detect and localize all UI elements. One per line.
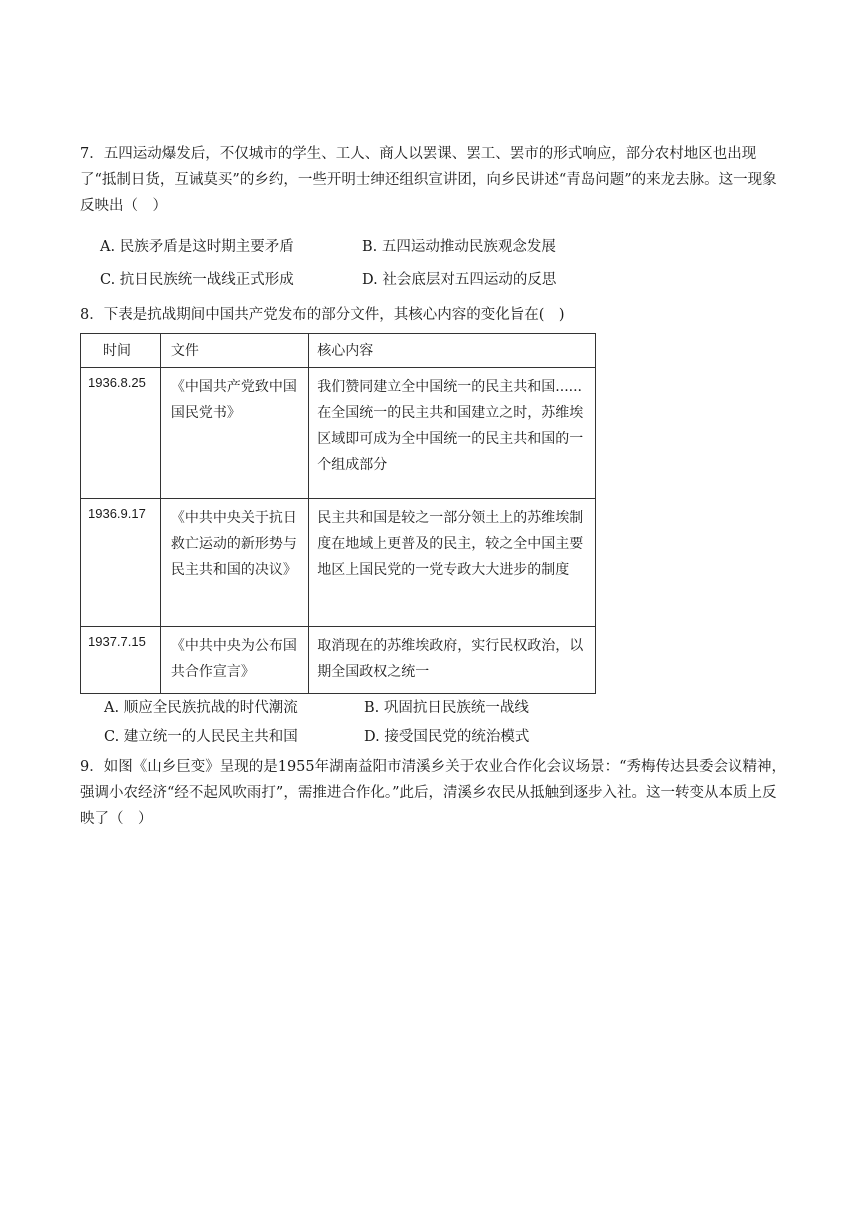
table-header-row: [81, 334, 596, 368]
question-8: [80, 302, 788, 328]
table-row: [81, 368, 596, 499]
q7-option-c[interactable]: C. 抗日民族统一战线正式形成: [100, 272, 294, 288]
row-core-content: 取消现在的苏维埃政府，实行民权政治，以期全国政权之统一: [317, 638, 584, 680]
q8-option-d[interactable]: D. 接受国民党的统治模式: [364, 729, 530, 745]
documents-table: [80, 333, 596, 694]
row-date: 1936.8.25: [88, 375, 146, 390]
row-document: 《中共中央为公布国共合作宣言》: [170, 638, 297, 680]
table-row: [81, 627, 596, 694]
q7-option-a[interactable]: A. 民族矛盾是这时期主要矛盾: [100, 239, 294, 255]
header-time: 时间: [103, 343, 131, 359]
q8-option-c[interactable]: C. 建立统一的人民民主共和国: [104, 729, 298, 745]
table-row: [81, 499, 596, 627]
q7-option-d[interactable]: D. 社会底层对五四运动的反思: [362, 272, 557, 288]
question-9: [80, 754, 788, 832]
q7-option-b[interactable]: B. 五四运动推动民族观念发展: [362, 239, 556, 255]
row-date: 1936.9.17: [88, 506, 146, 521]
row-document: 《中国共产党致中国国民党书》: [170, 379, 297, 421]
question-9-stem: 9．如图《山乡巨变》呈现的是1955年湖南益阳市清溪乡关于农业合作化会议场景：“秀梅传达县委会议精神，强调小农经济“经不起风吹雨打”，需推进合作化。”此后，清溪乡农民从抵触到逐步入社。这一转变从本质上反映了（ ）: [80, 759, 787, 827]
row-core-content: 民主共和国是较之一部分领土上的苏维埃制度在地域上更普及的民主，较之全中国主要地区上国民党的一党专政大大进步的制度: [317, 510, 584, 578]
row-core-content: 我们赞同建立全中国统一的民主共和国......在全国统一的民主共和国建立之时，苏维埃区域即可成为全中国统一的民主共和国的一个组成部分: [317, 379, 584, 473]
header-core-content: 核心内容: [317, 343, 374, 359]
question-8-stem: 8．下表是抗战期间中国共产党发布的部分文件，其核心内容的变化旨在( ): [80, 307, 565, 323]
q8-option-a[interactable]: A. 顺应全民族抗战的时代潮流: [104, 700, 298, 716]
question-7: [80, 141, 788, 219]
q8-option-b[interactable]: B. 巩固抗日民族统一战线: [364, 700, 529, 716]
header-document: 文件: [170, 343, 199, 359]
question-7-stem: 7．五四运动爆发后，不仅城市的学生、工人、商人以罢课、罢工、罢市的形式响应，部分农村地区也出现了“抵制日货，互诫莫买”的乡约，一些开明士绅还组织宣讲团，向乡民讲述“青岛问题”的来龙去脉。这一现象反映出（ ）: [80, 146, 777, 214]
row-date: 1937.7.15: [88, 634, 146, 649]
row-document: 《中共中央关于抗日救亡运动的新形势与民主共和国的决议》: [170, 510, 297, 578]
